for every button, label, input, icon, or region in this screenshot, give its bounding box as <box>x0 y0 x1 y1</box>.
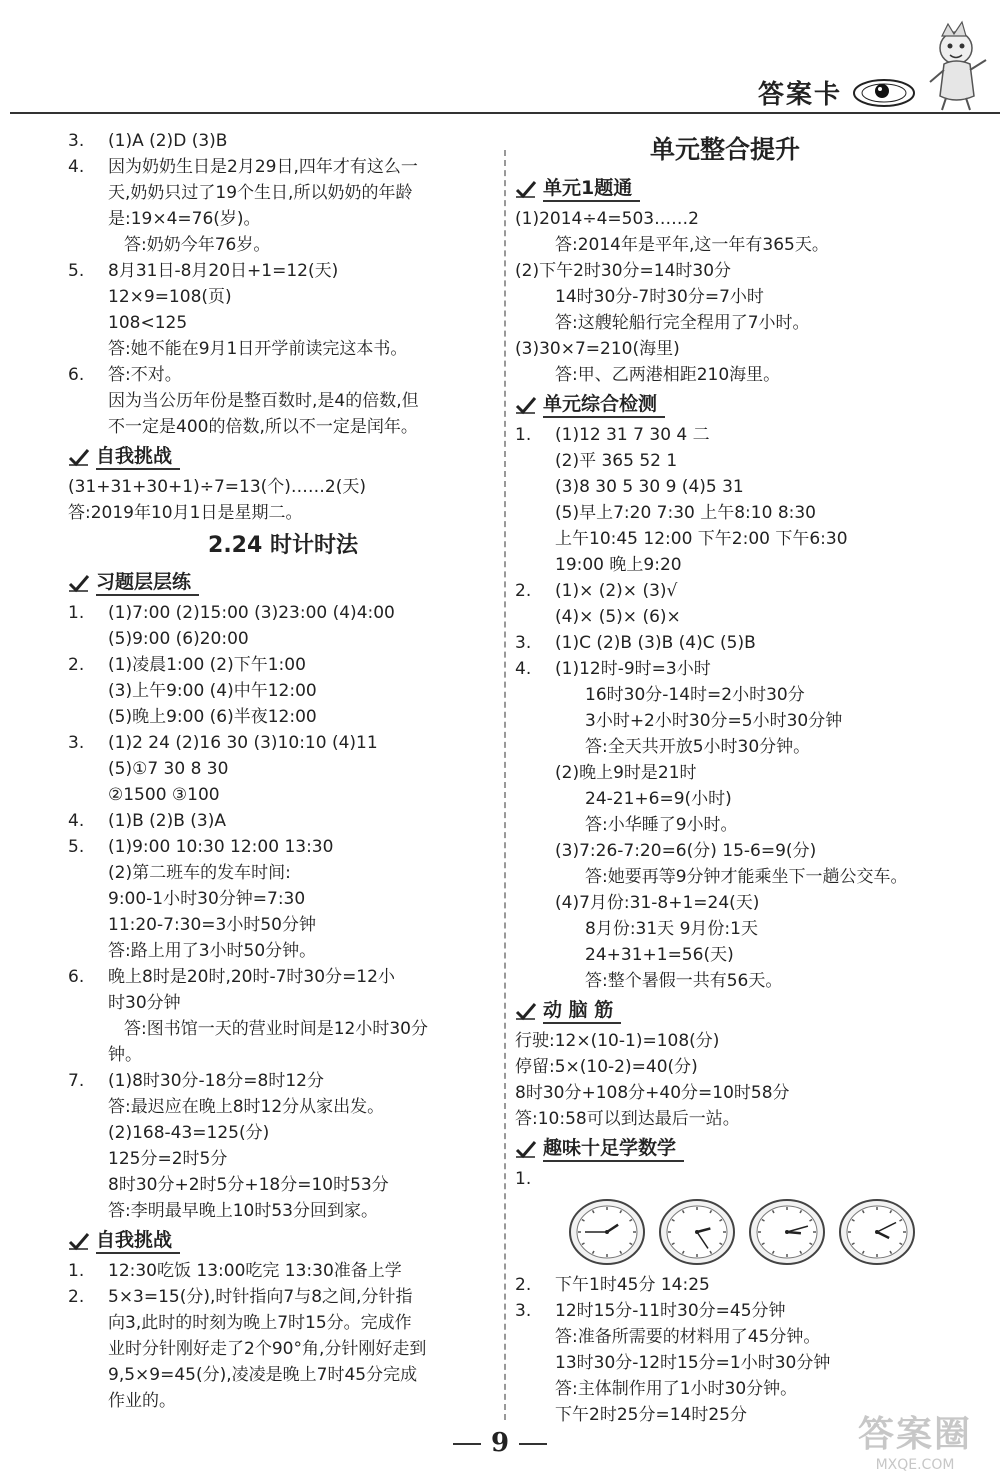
answer-text: (1)8时30分-18分=8时12分 <box>108 1071 324 1091</box>
answer-line <box>515 206 935 232</box>
answer-text: 9,5×9=45(分),凌凌是晚上7时45分完成 <box>108 1365 418 1385</box>
answer-text: (5)①7 30 8 30 <box>108 759 229 779</box>
answer-line <box>515 604 935 630</box>
answer-line <box>515 760 935 786</box>
answer-text: 3小时+2小时30分=5小时30分钟 <box>585 711 843 731</box>
answer-text: 12:30吃饭 13:00吃完 13:30准备上学 <box>108 1261 402 1281</box>
answer-text: 答:主体制作用了1小时30分钟。 <box>555 1379 798 1399</box>
answer-text: 下午2时25分=14时25分 <box>555 1405 747 1425</box>
answer-text: 钟。 <box>108 1045 142 1065</box>
answer-line <box>68 912 498 938</box>
answer-text: (2)第二班车的发车时间: <box>108 863 291 883</box>
section-label: 自我挑战 <box>96 1228 180 1254</box>
footer-dash <box>519 1443 547 1445</box>
clock-center <box>605 1230 609 1234</box>
question-number: 3. <box>515 633 532 653</box>
answer-text: (1)× (2)× (3)√ <box>555 581 678 601</box>
question-number: 3. <box>68 733 85 753</box>
answer-line <box>68 1362 498 1388</box>
answer-line <box>515 916 935 942</box>
answer-line <box>515 734 935 760</box>
answer-text: 答:10:58可以到达最后一站。 <box>515 1109 740 1129</box>
clock-icon <box>657 1197 737 1267</box>
self-challenge-answers <box>68 474 498 526</box>
answer-text: 13时30分-12时15分=1小时30分钟 <box>555 1353 831 1373</box>
answer-text: (4)× (5)× (6)× <box>555 607 681 627</box>
answer-text: 天,奶奶只过了19个生日,所以奶奶的年龄 <box>108 183 413 203</box>
answer-text: (5)晚上9:00 (6)半夜12:00 <box>108 707 317 727</box>
answer-line <box>515 336 935 362</box>
answer-text: (1)7:00 (2)15:00 (3)23:00 (4)4:00 <box>108 603 395 623</box>
answer-text: 是:19×4=76(岁)。 <box>108 209 261 229</box>
answer-text: 答:她不能在9月1日开学前读完这本书。 <box>108 339 408 359</box>
header-rule <box>10 112 1000 114</box>
answer-text: 答:不对。 <box>108 365 182 385</box>
answer-line <box>68 232 498 258</box>
answer-line <box>515 258 935 284</box>
answer-line <box>68 1120 498 1146</box>
brain-teaser-answers <box>515 1028 935 1132</box>
answer-text: (1)C (2)B (3)B (4)C (5)B <box>555 633 756 653</box>
answer-text: 答:小华睡了9小时。 <box>585 815 738 835</box>
answer-line <box>68 964 498 990</box>
answer-line <box>68 990 498 1016</box>
answer-text: 8时30分+108分+40分=10时58分 <box>515 1083 790 1103</box>
right-column <box>515 128 935 1428</box>
answer-line <box>515 812 935 838</box>
answer-text: (1)A (2)D (3)B <box>108 131 228 151</box>
section-label: 动 脑 筋 <box>543 998 621 1024</box>
answer-text: 答:2019年10月1日是星期二。 <box>68 503 303 523</box>
clock-row <box>567 1192 935 1272</box>
answer-line <box>515 838 935 864</box>
answer-line <box>515 1028 935 1054</box>
answer-text: (1)B (2)B (3)A <box>108 811 227 831</box>
answer-text: (5)9:00 (6)20:00 <box>108 629 249 649</box>
answer-text: 14时30分-7时30分=7小时 <box>555 287 764 307</box>
section-label: 趣味十足学数学 <box>543 1136 684 1162</box>
answer-line <box>68 128 498 154</box>
question-number: 4. <box>515 659 532 679</box>
answer-line <box>68 500 498 526</box>
answer-text: 24-21+6=9(小时) <box>585 789 732 809</box>
answer-text: (1)2 24 (2)16 30 (3)10:10 (4)11 <box>108 733 378 753</box>
answer-line <box>515 1106 935 1132</box>
answer-line <box>68 1336 498 1362</box>
answer-text: 答:2014年是平年,这一年有365天。 <box>555 235 829 255</box>
answer-text: 因为当公历年份是整百数时,是4的倍数,但 <box>108 391 419 411</box>
answer-text: 业时分针刚好走了2个90°角,分针刚好走到 <box>108 1339 427 1359</box>
answer-line <box>68 834 498 860</box>
answer-text: 12时15分-11时30分=45分钟 <box>555 1301 786 1321</box>
page-header <box>0 0 1000 118</box>
answer-text: (1)12 31 7 30 4 二 <box>555 425 710 445</box>
answer-line <box>68 474 498 500</box>
answer-text: (31+31+30+1)÷7=13(个)……2(天) <box>68 477 366 497</box>
page-number: 9 <box>490 1428 510 1458</box>
question-number: 1. <box>68 603 85 623</box>
answer-text: 作业的。 <box>108 1391 176 1411</box>
watermark-url: MXQE.COM <box>875 1457 955 1473</box>
section-label: 自我挑战 <box>96 444 180 470</box>
answer-text: 8时30分+2时5分+18分=10时53分 <box>108 1175 389 1195</box>
unit-one-answers <box>515 206 935 388</box>
check-icon <box>515 1001 537 1021</box>
answer-text: 19:00 晚上9:20 <box>555 555 682 575</box>
answer-line <box>515 310 935 336</box>
watermark <box>840 1406 990 1473</box>
answer-line <box>515 1324 935 1350</box>
answer-line <box>68 782 498 808</box>
answer-line <box>68 154 498 180</box>
answer-text: (5)早上7:20 7:30 上午8:10 8:30 <box>555 503 816 523</box>
answer-text: 答:整个暑假一共有56天。 <box>585 971 783 991</box>
answer-line <box>68 1016 498 1042</box>
question-number: 4. <box>68 811 85 831</box>
question-number: 2. <box>68 655 85 675</box>
answer-text: 108<125 <box>108 313 188 333</box>
mascot-icon <box>922 20 992 112</box>
answer-line <box>515 526 935 552</box>
question-number: 7. <box>68 1071 85 1091</box>
answer-line <box>68 388 498 414</box>
left-column <box>68 128 498 1414</box>
question-number: 2. <box>515 581 532 601</box>
answer-line <box>515 448 935 474</box>
question-number: 3. <box>68 131 85 151</box>
question-number: 3. <box>515 1301 532 1321</box>
answer-line <box>515 890 935 916</box>
answer-text: 答:奶奶今年76岁。 <box>124 235 271 255</box>
exercise-answers <box>68 600 498 1224</box>
answer-line <box>515 708 935 734</box>
answer-line <box>515 1376 935 1402</box>
clock-center <box>785 1230 789 1234</box>
answer-line <box>68 1258 498 1284</box>
question-number: 1. <box>515 425 532 445</box>
section-header <box>515 172 935 206</box>
answer-line <box>515 552 935 578</box>
answer-text: 8月份:31天 9月份:1天 <box>585 919 758 939</box>
answer-line <box>68 678 498 704</box>
section-header <box>515 994 935 1028</box>
answer-line <box>515 284 935 310</box>
answer-line <box>68 860 498 886</box>
answer-line <box>68 1198 498 1224</box>
fun-math-answers <box>515 1272 935 1428</box>
answer-text: (1)凌晨1:00 (2)下午1:00 <box>108 655 306 675</box>
answer-line <box>515 500 935 526</box>
answer-text: 答:李明最早晚上10时53分回到家。 <box>108 1201 378 1221</box>
section-header <box>68 566 498 600</box>
answer-line <box>68 730 498 756</box>
answer-line <box>515 1272 935 1298</box>
answer-text: 时30分钟 <box>108 993 181 1013</box>
answer-line <box>68 808 498 834</box>
question-number: 6. <box>68 365 85 385</box>
check-icon <box>515 179 537 199</box>
answer-text: 125分=2时5分 <box>108 1149 228 1169</box>
answer-text: (1)9:00 10:30 12:00 13:30 <box>108 837 334 857</box>
answer-text: 16时30分-14时=2小时30分 <box>585 685 805 705</box>
answer-text: (1)12时-9时=3小时 <box>555 659 711 679</box>
unit-test-answers <box>515 422 935 994</box>
check-icon <box>68 447 90 467</box>
answer-line <box>68 1094 498 1120</box>
answer-text: 8月31日-8月20日+1=12(天) <box>108 261 339 281</box>
answer-line <box>68 1068 498 1094</box>
question-number: 2. <box>515 1275 532 1295</box>
check-icon <box>515 1139 537 1159</box>
answer-line <box>68 1042 498 1068</box>
answer-line <box>515 578 935 604</box>
answer-text: (2)168-43=125(分) <box>108 1123 270 1143</box>
answer-line <box>515 864 935 890</box>
section-label: 单元综合检测 <box>543 392 665 418</box>
answer-text: (2)晚上9时是21时 <box>555 763 697 783</box>
answer-line <box>515 422 935 448</box>
check-icon <box>68 573 90 593</box>
answer-line <box>68 180 498 206</box>
answer-text: 向3,此时的时刻为晚上7时15分。完成作 <box>108 1313 412 1333</box>
answer-line <box>68 1310 498 1336</box>
answer-text: 答:准备所需要的材料用了45分钟。 <box>555 1327 821 1347</box>
footer-dash <box>453 1443 481 1445</box>
answer-text: 答:路上用了3小时50分钟。 <box>108 941 317 961</box>
answer-line <box>68 1284 498 1310</box>
answer-line <box>68 206 498 232</box>
question-number: 1. <box>515 1169 532 1189</box>
answer-line <box>515 656 935 682</box>
answer-line <box>68 310 498 336</box>
check-icon <box>68 1231 90 1251</box>
answer-text: (3)30×7=210(海里) <box>515 339 680 359</box>
answer-line <box>515 1054 935 1080</box>
answer-text: 24+31+1=56(天) <box>585 945 734 965</box>
answer-text: 答:全天共开放5小时30分钟。 <box>585 737 811 757</box>
answer-line <box>515 1080 935 1106</box>
column-divider <box>504 150 506 1420</box>
self-challenge-answers-2 <box>68 1258 498 1414</box>
answer-line <box>68 1146 498 1172</box>
answer-text: 答:她要再等9分钟才能乘坐下一趟公交车。 <box>585 867 908 887</box>
answer-line <box>515 474 935 500</box>
answer-line <box>515 968 935 994</box>
answer-text: 不一定是400的倍数,所以不一定是闰年。 <box>108 417 418 437</box>
header-title: 答案卡 <box>758 80 843 110</box>
section-header <box>68 1224 498 1258</box>
answer-line <box>68 1388 498 1414</box>
answer-line <box>68 284 498 310</box>
answer-line <box>68 600 498 626</box>
answer-line <box>515 630 935 656</box>
answer-line <box>68 652 498 678</box>
answer-line <box>68 1172 498 1198</box>
check-icon <box>515 395 537 415</box>
answer-line <box>68 336 498 362</box>
answer-text: 12×9=108(页) <box>108 287 232 307</box>
answer-text: 答:最迟应在晚上8时12分从家出发。 <box>108 1097 385 1117</box>
answer-line <box>515 1166 935 1192</box>
clock-icon <box>567 1197 647 1267</box>
section-label: 单元1题通 <box>543 176 640 202</box>
answer-text: 停留:5×(10-2)=40(分) <box>515 1057 698 1077</box>
answer-text: (2)平 365 52 1 <box>555 451 678 471</box>
lesson-title: 2.24 时计时法 <box>208 533 358 558</box>
answer-line <box>68 704 498 730</box>
clock-center <box>695 1230 699 1234</box>
section-header <box>515 388 935 422</box>
answer-text: (2)下午2时30分=14时30分 <box>515 261 732 281</box>
answer-text: 下午1时45分 14:25 <box>555 1275 710 1295</box>
answer-line <box>68 756 498 782</box>
answer-text: (3)上午9:00 (4)中午12:00 <box>108 681 317 701</box>
section-header <box>68 440 498 474</box>
answer-text: 上午10:45 12:00 下午2:00 下午6:30 <box>555 529 848 549</box>
answer-line <box>515 362 935 388</box>
intro-answers <box>68 128 498 440</box>
answer-line <box>68 258 498 284</box>
answer-text: 行驶:12×(10-1)=108(分) <box>515 1031 720 1051</box>
answer-text: (4)7月份:31-8+1=24(天) <box>555 893 760 913</box>
clock-icon <box>747 1197 827 1267</box>
answer-text: 5×3=15(分),时针指向7与8之间,分针指 <box>108 1287 413 1307</box>
answer-text: 9:00-1小时30分钟=7:30 <box>108 889 306 909</box>
answer-text: (3)7:26-7:20=6(分) 15-6=9(分) <box>555 841 817 861</box>
answer-line <box>515 232 935 258</box>
answer-line <box>515 682 935 708</box>
answer-line <box>68 938 498 964</box>
answer-line <box>68 362 498 388</box>
section-header <box>515 1132 935 1166</box>
unit-title: 单元整合提升 <box>649 135 800 164</box>
answer-text: (1)2014÷4=503……2 <box>515 209 699 229</box>
question-number: 6. <box>68 967 85 987</box>
answer-text: 答:图书馆一天的营业时间是12小时30分 <box>124 1019 428 1039</box>
answer-text: 答:这艘轮船行完全程用了7小时。 <box>555 313 810 333</box>
answer-text: ②1500 ③100 <box>108 785 220 805</box>
answer-text: 晚上8时是20时,20时-7时30分=12小 <box>108 967 395 987</box>
eye-logo-icon <box>852 78 916 108</box>
question-number: 4. <box>68 157 85 177</box>
clock-center <box>875 1230 879 1234</box>
question-number: 5. <box>68 837 85 857</box>
answer-text: (3)8 30 5 30 9 (4)5 31 <box>555 477 744 497</box>
section-label: 习题层层练 <box>96 570 199 596</box>
answer-line <box>515 1298 935 1324</box>
watermark-logo-text: 答案圈 <box>857 1414 972 1455</box>
question-number: 1. <box>68 1261 85 1281</box>
answer-line <box>68 626 498 652</box>
answer-text: 答:甲、乙两港相距210海里。 <box>555 365 781 385</box>
answer-text: 11:20-7:30=3小时50分钟 <box>108 915 316 935</box>
clock-icon <box>837 1197 917 1267</box>
answer-line <box>68 886 498 912</box>
answer-line <box>515 1350 935 1376</box>
question-number: 2. <box>68 1287 85 1307</box>
answer-line <box>515 786 935 812</box>
answer-line <box>68 414 498 440</box>
answer-line <box>515 942 935 968</box>
question-number: 5. <box>68 261 85 281</box>
answer-text: 因为奶奶生日是2月29日,四年才有这么一 <box>108 157 418 177</box>
